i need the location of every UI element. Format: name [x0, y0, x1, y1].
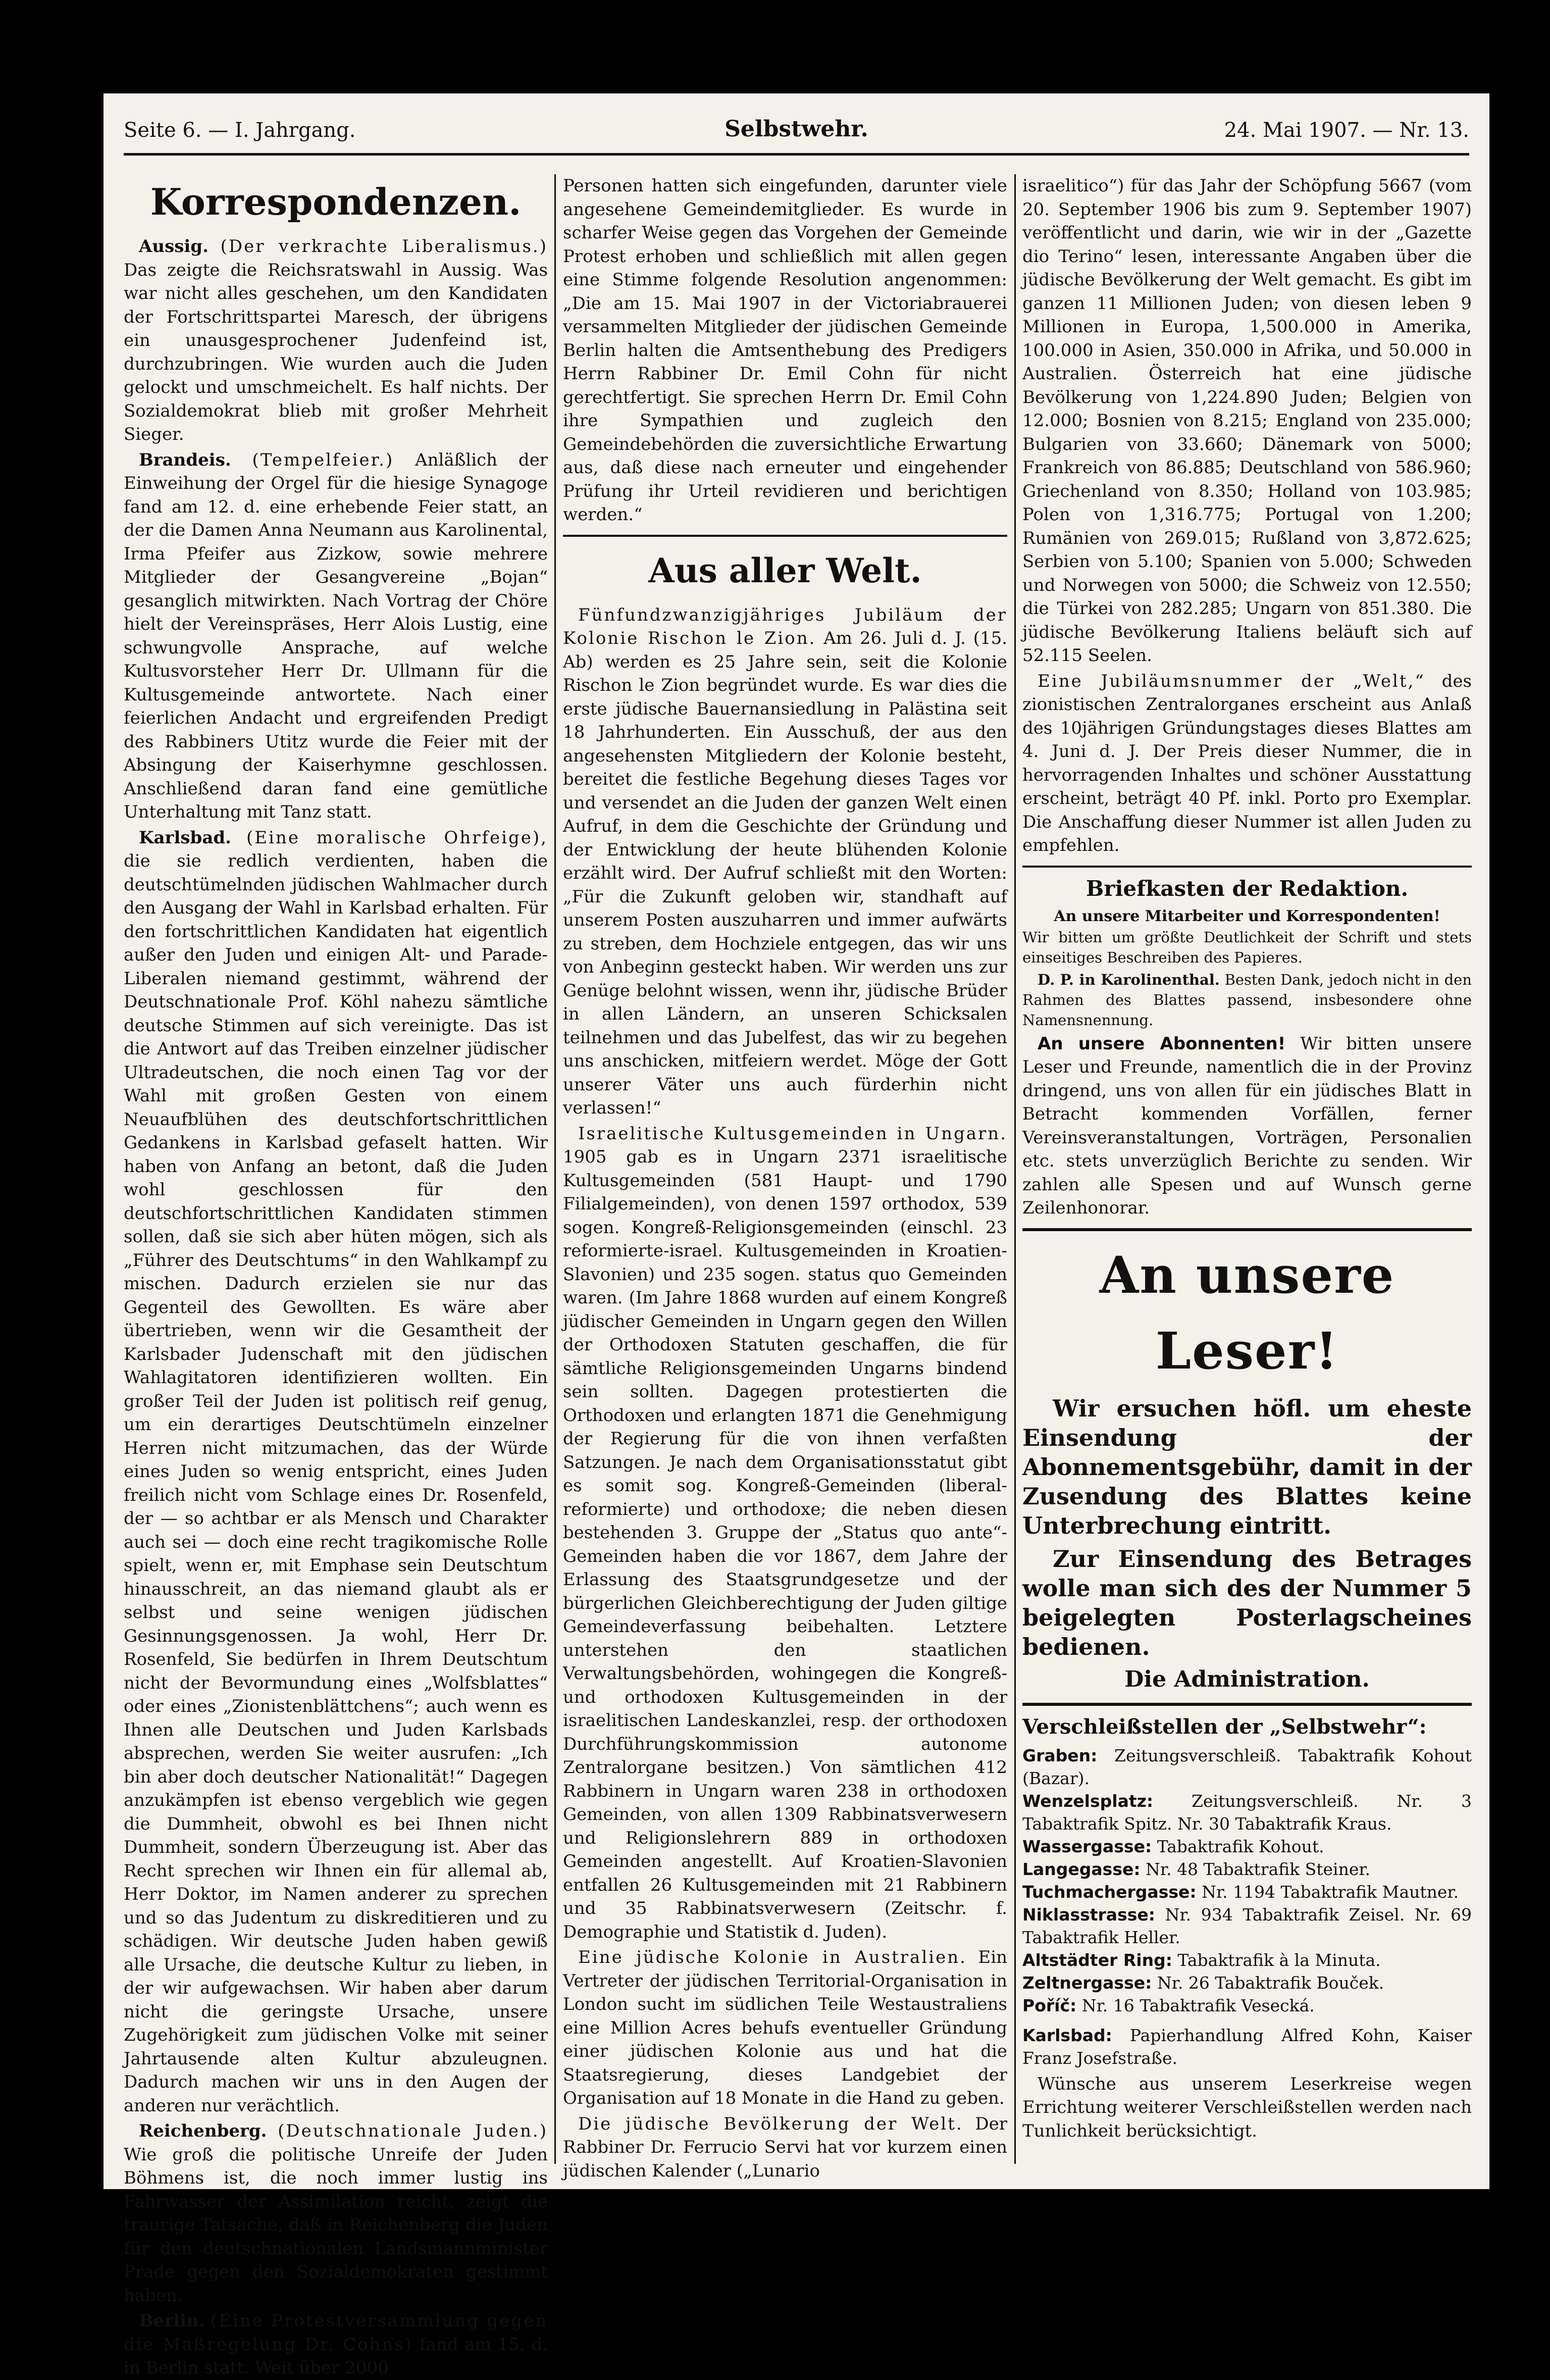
article-lede: Die jüdische Bevölkerung der Welt. [578, 2113, 963, 2134]
header-page-info: Seite 6. — I. Jahrgang. [124, 119, 356, 142]
list-item [1022, 1949, 1472, 1971]
masthead-title: Selbstwehr. [725, 116, 868, 142]
list-item [1022, 1881, 1472, 1903]
outlet-text: Zeitungsverschleiß. Tabaktrafik Kohout (Bazar). [1022, 1745, 1472, 1788]
article-place: Aussig. [139, 236, 209, 257]
article-place: Berlin. [139, 2311, 205, 2331]
article-place: Brandeis. [139, 449, 231, 470]
briefkasten-intro: Wir bitten um größte Deutlichkeit der Schrift und stets einseitiges Beschreiben des Papieres. [1022, 928, 1472, 966]
list-item [1022, 1994, 1472, 2017]
article-text: fand am 15. d. in Berlin statt. Weit über 2000 [124, 2334, 548, 2378]
article-lede: Eine jüdische Kolonie in Australien. [578, 1947, 967, 1967]
article-lede: Israelitische Kultusgemeinden in Ungarn. [578, 1123, 1007, 1144]
notice-abonnenten [1022, 1032, 1472, 1220]
briefkasten-title: Briefkasten der Redaktion. [1086, 876, 1409, 901]
outlet-place: Graben: [1022, 1745, 1098, 1765]
outlet-text: Tabaktrafik à la Minuta. [1177, 1950, 1381, 1970]
outlet-text: Nr. 1194 Tabaktrafik Mautner. [1202, 1882, 1459, 1902]
berlin-continuation: Personen hatten sich eingefunden, darunter viele angesehene Gemeindemitglieder. Es wurde in scharfer Weise gegen das Vorgehen der Gemeinde Protest erhoben und schließlich mit allen gegen eine Stimme folgende Resolution angenommen: „Die am 15. Mai 1907 in der Victoriabrauerei versammelten Mitglieder der jüdischen Gemeinde Berlin halten die Amtsenthebung des Predigers Herrn Rabbiner Dr. Emil Cohn für nicht gerechtfertigt. Sie sprechen Herrn Dr. Emil Cohn ihre Sympathien und zugleich den Gemeindebehörden die zuversichtliche Erwartung aus, daß diese nach erneuter und eingehender Prüfung ihr Urteil revidieren und berichtigen werden.“ [563, 176, 1007, 525]
article-text: die sie redlich verdienten, haben die deutschtümelnden jüdischen Wahlmacher durch den Ausgang der Wahl in Karlsbad erhalten. Für den fortschrittlichen Kandidaten hat eigentlich außer den Juden und einigen Alt- und Parade-Liberalen niemand gestimmt, während der Deutschnationale Prof. Köhl nahezu sämtliche deutsche Stimmen auf sich vereinigte. Das ist die Antwort auf das Treiben einzelner jüdischer Ultradeutschen, die noch einen Tag vor der Wahl mit großen Gesten von einem Neuaufblühen des deutschfortschrittlichen Gedankens in Karlsbad gefaselt hatten. Wir haben von Anfang an betont, daß die Juden wohl geschlossen für den deutschfortschrittlichen Kandidaten stimmen sollen, daß sie sich aber hüten mögen, sich als „Führer des Deutschtums“ in den Wahlkampf zu mischen. Dadurch erzielen sie nur das Gegenteil des Gewollten. Es wäre aber übertrieben, wenn wir die Gesamtheit der Karlsbader Judenschaft mit den jüdischen Wahlagitatoren identifizieren wollten. Ein großer Teil der Juden ist politisch reif genug, um ein derartiges Deutschtümeln einzelner Herren nicht mitzumachen, das der Würde eines Juden so wenig entspricht, eines Juden freilich nicht vom Schlage eines Dr. Rosenfeld, der — so achtbar er als Mensch und Charakter auch sei — doch eine recht tragikomische Rolle spielt, wenn er, mit Emphase sein Deutschtum hinausschreit, an das niemand glaubt als er selbst und seine wenigen jüdischen Gesinnungsgenossen. Ja wohl, Herr Dr. Rosenfeld, Sie bedürfen in Ihrem Deutschtum nicht der Bevormundung eines „Wolfsblattes“ oder eines „Zionistenblättchens“; auch wenn es Ihnen alle Deutschen und Juden Karlsbads absprechen, werden Sie weiter ausrufen: „Ich bin aber doch deutscher Nationalität!“ Dagegen anzukämpfen ist ebenso vergeblich wie gegen die Dummheit, obwohl es bei Ihnen nicht Dummheit, sondern Überzeugung ist. Aber das Recht sprechen wir Ihnen ein für allemal ab, Herr Doktor, im Namen anderer zu sprechen und so das Judentum zu diskreditieren und zu schädigen. Wir deutsche Juden haben gewiß alle Ursache, die deutsche Kultur zu lieben, in der wir aufgewachsen. Wir haben aber darum nicht die geringste Ursache, unsere Zugehörigkeit zum jüdischen Volke mit seiner Jahrtausende alten Kultur abzuleugnen. Dadurch machen wir uns in den Augen der anderen nur verächtlich. [124, 851, 548, 2116]
list-item [1022, 1744, 1472, 1790]
outlet-text: Papierhandlung Alfred Kohn, Kaiser Franz Josefstraße. [1022, 2025, 1472, 2068]
column-divider-2 [1014, 174, 1016, 2164]
article-lede: Eine Jubiläumsnummer der „Welt,“ [1038, 671, 1425, 691]
list-item [1022, 1903, 1472, 1949]
outlet-place: Altstädter Ring: [1022, 1950, 1172, 1970]
outlet-text: Tabaktrafik Kohout. [1157, 1836, 1324, 1856]
reply-recipient: D. P. in Karolinenthal. [1038, 971, 1220, 988]
article-text: 1905 gab es in Ungarn 2371 israelitische Kultusgemeinden (581 Haupt- und 1790 Filialgemeinden), von denen 1597 orthodox, 539 sogen. Kongreß-Religionsgemeinden (einschl. 23 reformierte-israel. Kultusgemeinden in Kroatien-Slavonien) und 235 sogen. status quo Gemeinden waren. (Im Jahre 1868 wurden auf einem Kongreß jüdischer Gemeinden in Ungarn gegen den Willen der Orthodoxen Statuten geschaffen, die für sämtliche Religionsgemeinden Ungarns bindend sein sollten. Dagegen protestierten die Orthodoxen und erlangten 1871 die Genehmigung der Regierung für die von ihnen verfaßten Satzungen. Je nach dem Organisationsstatut gibt es somit sog. Kongreß-Gemeinden (liberal-reformierte) und orthodoxe; die neben diesen bestehenden 3. Gruppe der „Status quo ante“-Gemeinden haben die vor 1867, dem Jahre der Erlassung des Staatsgrundgesetze und der bürgerlichen Gleichberechtigung der Juden giltige Gemeindeverfassung beibehalten. Letztere unterstehen den staatlichen Verwaltungsbehörden, wohingegen die Kongreß- und orthodoxen Kultusgemeinden in der israelitischen Landeskanzlei, resp. der orthodoxen Durchführungskommission autonome Zentralorgane besitzen.) Von sämtlichen 412 Rabbinern in Ungarn waren 238 in orthodoxen Gemeinden, von allen 1309 Rabbinatsverwesern und Religionslehrern 889 in orthodoxen Gemeinden angestellt. Auf Kroatien-Slavonien entfallen 26 Kultusgemeinden mit 21 Rabbinern und 35 Rabbinatsverwesern (Zeitschr. f. Demographie und Statistik d. Juden). [563, 1147, 1007, 1942]
column-notices [1022, 174, 1472, 2164]
list-item [1022, 1971, 1472, 1994]
notice-text: Wir bitten unsere Leser und Freunde, namentlich die in der Provinz dringend, uns von allen für ein jüdisches Blatt in Betracht kommenden Vorfällen, ferner Vereinsveranstaltungen, Vorträgen, Personalien etc. stets unverzüglich Berichte zu senden. Wir zahlen alle Spesen und auf Wunsch gerne Zeilenhonorar. [1022, 1033, 1472, 1218]
list-item [1022, 1835, 1472, 1858]
section-title-aus-aller-welt: Aus aller Welt. [648, 550, 922, 590]
section-rule [563, 535, 1007, 537]
article-berlin [124, 2309, 548, 2380]
article-text: des zionistischen Zentralorganes erscheint aus Anlaß des 10jährigen Gründungstages dieses Blattes am 4. Juni d. J. Der Preis dieser Nummer, die in hervorragenden Inhaltes und schöner Ausstattung erscheint, beträgt 40 Pf. inkl. Porto pro Exemplar. Die Anschaffung dieser Nummer ist allen Juden zu empfehlen. [1022, 671, 1472, 855]
article-lede: (Der verkrachte Liberalismus.) [220, 236, 548, 257]
outlet-text: Nr. 16 Tabaktrafik Vesecká. [1081, 1995, 1315, 2015]
article-rischon [563, 603, 1007, 1120]
page-header [124, 114, 1469, 149]
section-rule [1022, 1703, 1472, 1706]
article-text: Das zeigte die Reichsratswahl in Aussig. Was war nicht alles geschehen, um den Kandidaten der Fortschrittspartei Maresch, der übrigens ein unausgesprochener Judenfeind ist, durchzubringen. Wie wurden auch die Juden gelockt und umschmeichelt. Es half nichts. Der Sozialdemokrat blieb mit großer Mehrheit Sieger. [124, 260, 548, 444]
header-date-issue: 24. Mai 1907. — Nr. 13. [1224, 119, 1469, 142]
outlet-text: Zeitungsverschleiß. Nr. 3 Tabaktrafik Spitz. Nr. 30 Tabaktrafik Kraus. [1022, 1791, 1472, 1834]
outlet-place: Wenzelsplatz: [1022, 1791, 1154, 1811]
outlet-text: Nr. 26 Tabaktrafik Bouček. [1157, 1972, 1384, 1993]
article-australien [563, 1946, 1007, 2110]
article-lede: Fünfundzwanzigjähriges Jubiläum der Kolonie Rischon le Zion. [563, 604, 1007, 648]
outlet-place: Karlsbad: [1022, 2025, 1112, 2045]
article-bevoelkerung [563, 2112, 1007, 2183]
newspaper-page [104, 93, 1489, 2378]
bevoelkerung-continuation: israelitico“) für das Jahr der Schöpfung 5667 (vom 20. September 1906 bis zum 9. September 1907) veröffentlicht und darin, wie wir in der „Gazette dio Terino“ lesen, interessante Angaben über die jüdische Bevölkerung der Welt gemacht. Es gibt im ganzen 11 Millionen Juden; von diesen leben 9 Millionen in Europa, 1,500.000 in Amerika, 100.000 in Asien, 350.000 in Afrika, und 50.000 in Australien. Österreich hat eine jüdische Bevölkerung von 1,224.890 Juden; Belgien von 12.000; Bosnien von 8.215; England von 235.000; Bulgarien von 33.660; Dänemark von 5000; Frankreich von 86.885; Deutschland von 586.960; Griechenland von 8.350; Holland von 103.985; Polen von 1,316.775; Portugal von 1.200; Rumänien von 269.015; Rußland von 3,872.625; Serbien von 5.100; Spanien von 5.000; Schweden und Norwegen von 5000; die Schweiz von 12.550; die Türkei von 282.285; Ungarn von 851.380. Die jüdische Bevölkerung Italiens beläuft sich auf 52.115 Seelen. [1022, 176, 1472, 666]
article-reichenberg [124, 2119, 548, 2307]
outlet-place: Poříč: [1022, 1995, 1077, 2015]
outlet-place: Zeltnergasse: [1022, 1972, 1152, 1993]
outlet-place: Wassergasse: [1022, 1836, 1152, 1856]
column-divider-1 [554, 174, 556, 2164]
section-title-korrespondenzen: Korrespondenzen. [150, 180, 522, 223]
outlet-text: Nr. 48 Tabaktrafik Steiner. [1146, 1859, 1371, 1879]
outlet-place: Niklasstrasse: [1022, 1904, 1155, 1925]
article-lede: (Deutschnationale Juden.) [278, 2121, 548, 2141]
article-place: Reichenberg. [139, 2121, 267, 2141]
article-lede: (Tempelfeier.) [252, 449, 394, 470]
leser-paragraph-2: Zur Einsendung des Betrages wolle man sich des der Nummer 5 beigelegten Posterlagscheines bedienen. [1022, 1545, 1472, 1660]
article-text: Der Rabbiner Dr. Ferrucio Servi hat vor kurzem einen jüdischen Kalender („Lunario [563, 2113, 1008, 2181]
briefkasten-subtitle: An unsere Mitarbeiter und Korrespondenten! [1054, 907, 1440, 925]
article-text: Wie groß die politische Unreife der Juden Böhmens ist, die noch immer lustig ins Fahrwasser der Assimilation reicht, zeigt die traurige Tatsache, daß in Reichenberg die Juden für den deutschnationalen Landsmannminister Prade gegen den Sozialdemokraten gestimmt haben. [124, 2144, 548, 2306]
verschleiss-footer: Wünsche aus unserem Leserkreise wegen Errichtung weiterer Verschleißstellen werden nach Tunlichkeit berücksichtigt. [1022, 2073, 1472, 2141]
column-world-news [563, 174, 1008, 2181]
section-rule [1022, 1228, 1472, 1231]
briefkasten-reply [1022, 970, 1472, 1030]
article-text: Anläßlich der Einweihung der Orgel für die hiesige Synagoge fand am 12. d. eine erhebende Feier statt, an der die Damen Anna Neumann aus Karolinental, Irma Pfeifer aus Zizkow, sowie mehrere Mitglieder der Gesangvereine „Bojan“ gesanglich mitwirkten. Nach Vortrag der Chöre hielt der Vereinspräses, Herr Alois Lustig, eine schwungvolle Ansprache, auf welche Kultusvorsteher Herr Dr. Ullmann für die Kultusgemeinde antwortete. Nach einer feierlichen Andacht und ergreifenden Predigt des Rabbiners Utitz wurde die Feier mit der Absingung der Kaiserhymne geschlossen. Anschließend daran fand eine gemütliche Unterhaltung mit Tanz statt. [124, 449, 548, 822]
list-item [1022, 1858, 1472, 1881]
leser-paragraph-1: Wir ersuchen höfl. um eheste Einsendung der Abonnementsgebühr, damit in der Zusendung des Blattes keine Unterbrechung eintritt. [1022, 1394, 1472, 1539]
article-aussig [124, 235, 548, 446]
article-ungarn [563, 1122, 1007, 1944]
article-lede: (Eine moralische Ohrfeige), [246, 827, 548, 848]
article-lede: (Eine Protestversammlung gegen die Maßregelung Dr. Cohns) [124, 2311, 548, 2355]
verschleiss-title: Verschleißstellen der „Selbstwehr“: [1022, 1714, 1427, 1739]
section-rule [1022, 866, 1472, 868]
outlet-place: Tuchmachergasse: [1022, 1882, 1197, 1902]
verschleiss-list [1022, 1744, 1472, 2069]
leser-title: An unsere Leser! [1099, 1245, 1395, 1381]
article-text: Am 26. Juli d. J. (15. Ab) werden es 25 Jahre sein, seit die Kolonie Rischon le Zion begründet wurde. Es war dies die erste jüdische Bauernansiedlung in Palästina seit 18 Jahrhunderten. Ein Ausschuß, der aus den angesehensten Mitgliedern der Kolonie besteht, bereitet die festliche Begehung dieses Tages vor und versendet an die Juden der ganzen Welt einen Aufruf, in dem die Geschichte der Gründung und der Entwicklung der heute blühenden Kolonie erzählt wird. Der Aufruf schließt mit den Worten: „Für die Zukunft geloben wir, standhaft auf unserem Posten auszuharren und immer aufwärts zu streben, dem Hochziele entgegen, das wir uns von Anbeginn gesteckt haben. Wir werden uns zur Genüge belohnt wissen, wenn ihr, jüdische Brüder in allen Ländern, an unseren Schicksalen teilnehmen und das Jubelfest, das wir zu begehen uns anschicken, mitfeiern werdet. Möge der Gott unserer Väter uns auch fürderhin nicht verlassen!“ [563, 628, 1008, 1118]
header-rule [124, 153, 1469, 156]
notice-lede: An unsere Abonnenten! [1038, 1033, 1286, 1054]
column-correspondence [124, 174, 548, 2378]
article-brandeis [124, 448, 548, 824]
article-karlsbad [124, 826, 548, 2118]
outlet-place: Langegasse: [1022, 1859, 1141, 1879]
outlet-text: Nr. 934 Tabaktrafik Zeisel. Nr. 69 Tabaktrafik Heller. [1022, 1904, 1472, 1947]
article-text: Ein Vertreter der jüdischen Territorial-Organisation in London sucht im südlichen Teile Westaustraliens eine Million Acres behufs eventueller Gründung einer jüdischen Kolonie aus und hat die Staatsregierung, dieses Landgebiet der Organisation auf 18 Monate in die Hand zu geben. [563, 1947, 1007, 2108]
list-item [1022, 1790, 1472, 1835]
reply-text: Besten Dank, jedoch nicht in den Rahmen des Blattes passend, insbesondere ohne Namensnennung. [1022, 971, 1472, 1029]
article-place: Karlsbad. [139, 827, 231, 848]
list-item [1022, 2024, 1472, 2069]
leser-signature: Die Administration. [1124, 1666, 1370, 1692]
article-jubilaeumsnummer [1022, 670, 1472, 857]
